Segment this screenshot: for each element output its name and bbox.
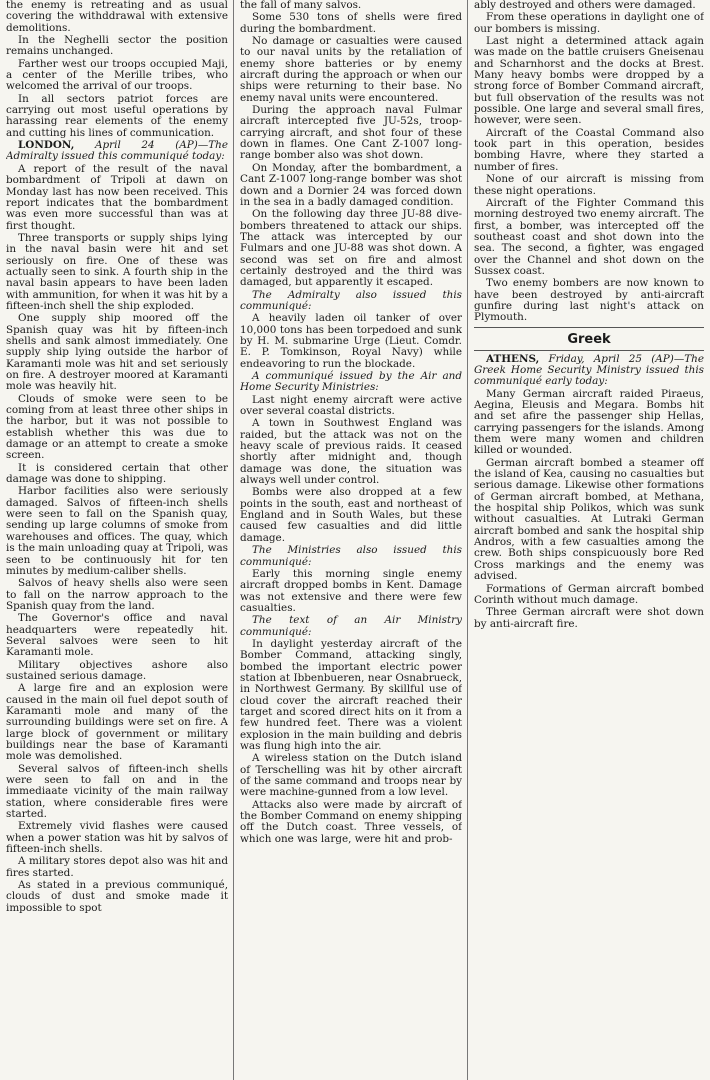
article-paragraph: In daylight yesterday aircraft of the Bomber Command, attacking singly, bombed the important electric power station at Ibbenbueren, near Osnabrueck, in Northwest Germany. By skillful use of cloud cover the aircraft reached their target and scored direct hits on it from a few hundred feet. There was a violent explosion in the main building and debris was flung high into the air. — [240, 637, 462, 752]
section-rule — [474, 350, 704, 351]
article-paragraph: In all sectors patriot forces are carrying out most useful operations by harassing rear elements of the enemy and cutting his lines of communication. — [6, 92, 228, 139]
article-paragraph: the fall of many salvos. — [240, 0, 362, 11]
article-paragraph: Salvos of heavy shells also were seen to fall on the narrow approach to the Spanish quay from the land. — [6, 577, 228, 612]
column-rule-1 — [233, 0, 234, 1080]
article-paragraph: Formations of German aircraft bombed Corinth without much damage. — [474, 582, 704, 606]
article-paragraph: Some 530 tons of shells were fired during the bombardment. — [240, 11, 462, 35]
article-paragraph: Three German aircraft were shot down by anti-aircraft fire. — [474, 606, 704, 630]
article-paragraph: A wireless station on the Dutch island of Terschelling was hit by other aircraft of the same command and troops near by were machine-gunned from a low level. — [240, 752, 462, 799]
article-paragraph: In the Neghelli sector the position remains unchanged. — [6, 34, 228, 58]
article-paragraph: Last night a determined attack again was made on the battle cruisers Gneisenau and Scharnhorst and the docks at Brest. Many heavy bombs were dropped by a strong force of Bomber Command aircraft, but full observation of the results was not possible. One large and several small fires, however, were seen. — [474, 35, 704, 127]
column-2 — [240, 0, 462, 1080]
article-paragraph: Extremely vivid flashes were caused when a power station was hit by salvos of fifteen-inch shells. — [6, 820, 228, 856]
article-paragraph: Military objectives ashore also sustained serious damage. — [6, 658, 228, 682]
article-paragraph: During the approach naval Fulmar aircraft intercepted five JU-52s, troop-carrying aircraft, and shot four of these down in flames. One Cant Z-1007 long-range bomber also was shot down. — [240, 104, 462, 162]
dateline: LONDON, — [18, 139, 75, 152]
communique-intro: The text of an Air Ministry communiqué: — [240, 614, 462, 638]
communique-intro: The Admiralty also issued this communiqué: — [240, 288, 462, 312]
article-paragraph: ably destroyed and others were damaged. — [474, 0, 696, 11]
communique-intro: A communiqué issued by the Air and Home Security Ministries: — [240, 370, 462, 394]
communique-intro: The Ministries also issued this communiqué: — [240, 544, 462, 568]
article-paragraph: Early this morning single enemy aircraft dropped bombs in Kent. Damage was not extensive and there were few casualties. — [240, 567, 462, 614]
article-paragraph: German aircraft bombed a steamer off the island of Kea, causing no casualties but serious damage. Likewise other formations of German aircraft bombed, at Methana, the hospital ship Polikos, which was sunk without casualties. At Lutraki German aircraft bombed and sank the hospital ship Andros, with a few casualties among the crew. Both ships conspicuously bore Red Cross markings and the enemy was advised. — [474, 456, 704, 583]
article-paragraph: One supply ship moored off the Spanish quay was hit by fifteen-inch shells and sank almost immediately. One supply ship lying outside the harbor of Karamanti mole was hit and set seriously on fire. A destroyer moored at Karamanti mole was heavily hit. — [6, 312, 228, 393]
article-paragraph: Attacks also were made by aircraft of the Bomber Command on enemy shipping off the Dutch coast. Three vessels, of which one was large, were hit and prob- — [240, 798, 462, 845]
dateline-text: Friday, April 25 (AP)—The Greek Home Security Ministry issued this communiqué early today: — [474, 352, 704, 388]
dateline-paragraph — [6, 140, 228, 163]
dateline-paragraph — [474, 354, 704, 388]
article-paragraph: Several salvos of fifteen-inch shells were seen to fall on and in the immediaate vicinity of the main railway station, where considerable fires were started. — [6, 762, 228, 821]
article-paragraph: Many German aircraft raided Piraeus, Aegina, Eleusis and Megara. Bombs hit and set afire the passenger ship Hellas, carrying passengers for the islands. Among them were many women and children killed or wounded. — [474, 387, 704, 457]
column-3 — [474, 0, 704, 1080]
article-paragraph: Bombs were also dropped at a few points in the south, east and northeast of England and in South Wales, but these caused few casualties and did little damage. — [240, 486, 462, 544]
article-paragraph: From these operations in daylight one of our bombers is missing. — [474, 11, 704, 35]
article-paragraph: Three transports or supply ships lying in the naval basin were hit and set seriously on fire. One of these was actually seen to sink. A fourth ship in the naval basin appears to have been laden with ammunition, for when it was hit by a fifteen-inch shell the ship exploded. — [6, 231, 228, 312]
article-paragraph: Aircraft of the Coastal Command also took part in this operation, besides bombing Havre, where they started a number of fires. — [474, 126, 704, 173]
article-paragraph: Aircraft of the Fighter Command this morning destroyed two enemy aircraft. The first, a bomber, was intercepted off the southeast coast and shot down into the sea. The second, a fighter, was engaged over the Channel and shot down on the Sussex coast. — [474, 196, 704, 277]
article-paragraph: A town in Southwest England was raided, but the attack was not on the heavy scale of previous raids. It ceased shortly after midnight and, though damage was done, the situation was always well under control. — [240, 417, 462, 487]
dateline: ATHENS, — [486, 352, 540, 365]
section-rule — [474, 327, 704, 328]
article-paragraph: Harbor facilities also were seriously damaged. Salvos of fifteen-inch shells were seen to fall on the Spanish quay, sending up large columns of smoke from warehouses and offices. The quay, which is the main unloading quay at Tripoli, was seen to be continuously hit for ten minutes by medium-caliber shells. — [6, 485, 228, 577]
article-paragraph: the enemy is retreating and as usual covering the withddrawal with extensive demolitions. — [6, 0, 228, 34]
section-heading: Greek — [567, 331, 611, 347]
article-paragraph: Clouds of smoke were seen to be coming from at least three other ships in the harbor, but it was not possible to establish whether this was due to damage or an attempt to create a smoke screen. — [6, 392, 228, 462]
article-paragraph: It is considered certain that other damage was done to shipping. — [6, 461, 228, 486]
dateline-text: April 24 (AP)—The Admiralty issued this communiqué today: — [6, 139, 228, 163]
article-paragraph: On the following day three JU-88 dive-bombers threatened to attack our ships. The attack was intercepted by our Fulmars and one JU-88 was shot down. A second was set on fire and almost certainly destroyed and the third was damaged, but apparently it escaped. — [240, 208, 462, 289]
article-paragraph: Two enemy bombers are now known to have been destroyed by anti-aircraft gunfire during last night's attack on Plymouth. — [474, 277, 704, 324]
article-paragraph: A heavily laden oil tanker of over 10,000 tons has been torpedoed and sunk by H. M. submarine Urge (Lieut. Comdr. E. P. Tomkinson, Royal Navy) while endeavoring to run the blockade. — [240, 312, 462, 370]
article-paragraph: None of our aircraft is missing from these night operations. — [474, 173, 704, 197]
article-paragraph: Last night enemy aircraft were active over several coastal districts. — [240, 393, 462, 418]
article-paragraph: A military stores depot also was hit and fires started. — [6, 855, 228, 879]
article-paragraph: On Monday, after the bombardment, a Cant Z-1007 long-range bomber was shot down and a Dornier 24 was forced down in the sea in a badly damaged condition. — [240, 161, 462, 208]
article-paragraph: A large fire and an explosion were caused in the main oil fuel depot south of Karamanti mole and many of the surrounding buildings were set on fire. A large block of government or military buildings near the base of Karamanti mole was demolished. — [6, 682, 228, 763]
column-1 — [6, 0, 228, 1080]
article-paragraph: As stated in a previous communiqué, clouds of dust and smoke made it impossible to spot — [6, 879, 228, 914]
article-paragraph: The Governor's office and naval headquarters were repeatedly hit. Several salvoes were seen to hit Karamanti mole. — [6, 612, 228, 659]
column-rule-2 — [467, 0, 468, 1080]
article-paragraph: Farther west our troops occupied Maji, a center of the Merille tribes, who welcomed the arrival of our troops. — [6, 57, 228, 93]
article-paragraph: No damage or casualties were caused to our naval units by the retaliation of enemy shore batteries or by enemy aircraft during the approach or when our ships were returning to their base. No enemy naval units were encountered. — [240, 35, 462, 104]
article-paragraph: A report of the result of the naval bombardment of Tripoli at dawn on Monday last has now been received. This report indicates that the bombardment was even more successful than was at first thought. — [6, 162, 228, 232]
